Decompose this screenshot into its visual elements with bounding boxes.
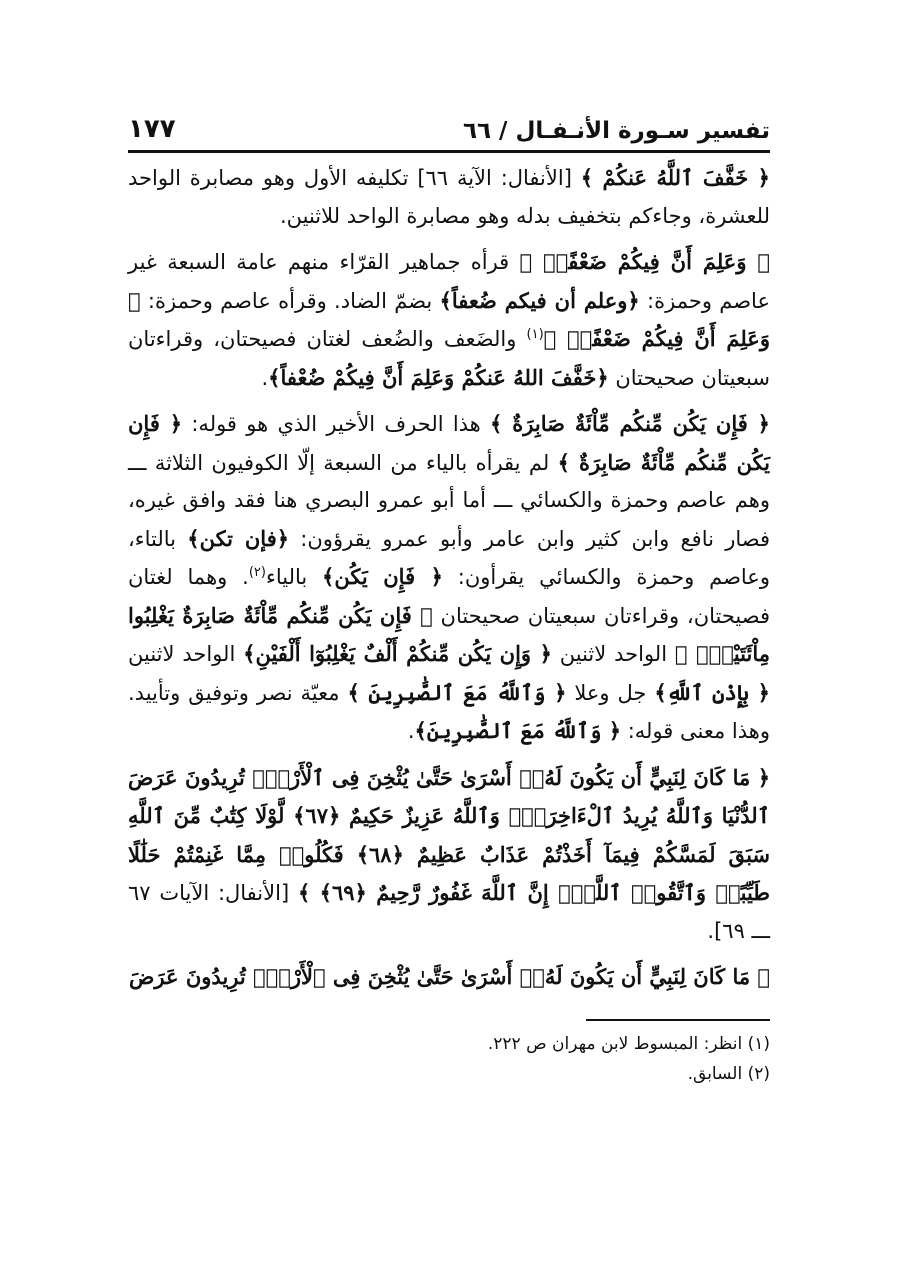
text-segment: قرأه جماهير القرّاء منهم عامة السبعة غير عاصم وحمزة: (128, 250, 770, 313)
text-segment: [الأنفال: الآيات ٦٧ ـــ ٦٩]. (128, 881, 770, 943)
quran-verse: ﴿ مَا كَانَ لِنَبِيٍّ أَن يَكُونَ لَهُۥٓ أَسْرَىٰ حَتَّىٰ يُثْخِنَ فِى ٱلْأَرْضِۚ تُرِيدُونَ عَرَضَ (129, 964, 770, 989)
footnote-separator (586, 1019, 770, 1021)
quran-verse: ﴿ بِإِذْنِ ٱللَّهِ﴾ (654, 679, 770, 705)
quran-verse: ﴿ وَإِن يَكُن مِّنكُمْ أَلْفٌ يَغْلِبُوٓا أَلْفَيْنِ﴾ (243, 641, 552, 666)
text-segment: . (407, 719, 415, 743)
paragraph (128, 243, 770, 397)
quran-verse: ﴿ وَعَلِمَ أَنَّ فِيكُمْ ضَعْفًاۚ ﴾ (128, 287, 770, 351)
text-segment: [الأنفال: الآية ٦٦] تكليفه الأول وهو مصابرة الواحد للعشرة، وجاءكم بتخفيف بدله وهو مصابرة الواحد للاثنين. (128, 166, 770, 228)
paragraph (128, 159, 770, 235)
text-segment: الواحد لاثنين (551, 642, 675, 666)
text-segment: بالياء (265, 565, 323, 589)
paragraph (128, 958, 770, 997)
paragraph (128, 759, 770, 951)
quran-verse: ﴿ وَٱللَّهُ مَعَ ٱلصَّٰبِرِينَ ﴾ (347, 679, 567, 705)
text-segment: لم يقرأه بالياء من السبعة إلّا الكوفيون الثلاثة ـــ وهم عاصم وحمزة والكسائي ـــ أما أبو عمرو البصري هنا فقد وافق غيره، فصار نافع وابن كثير وابن عامر وأبو عمرو يقرؤون: (128, 450, 770, 551)
quran-verse: ﴿ فَإِن يَكُن مِّنكُم مِّاْئَةٌ صَابِرَةٌ يَغْلِبُوا مِاْئَتَيْنِۚ ﴾ (128, 602, 770, 666)
quran-verse: ﴿خَفَّفَ اللهُ عَنكُمْ وَعَلِمَ أَنَّ فِيكُمْ ضُعْفاً﴾ (268, 364, 609, 390)
text-segment: . (261, 365, 269, 390)
text-segment: بضمّ الضاد. وقرأه عاصم وحمزة: (140, 288, 440, 313)
paragraph (128, 405, 770, 751)
running-header (128, 110, 770, 144)
body-text (128, 159, 770, 997)
footnote-marker: (١) (526, 327, 544, 342)
footnote-1: (١) انظر: المبسوط لابن مهران ص ٢٢٢. (487, 1033, 770, 1054)
text-segment: معيّة نصر وتوفيق وتأييد. وهذا معنى قوله: (128, 680, 770, 743)
text-segment: جل وعلا (566, 680, 655, 705)
quran-verse: ﴿ فَإِن يَكُن﴾ (322, 564, 443, 589)
page-number: ١٧٧ (128, 114, 176, 144)
quran-verse: ﴿ فَإِن يَكُن مِّنكُم مِّاْئَةٌ صَابِرَةٌ ﴾ (490, 411, 770, 436)
footnote-marker: (٢) (248, 565, 266, 580)
text-segment: هذا الحرف الأخير الذي هو قوله: (182, 412, 491, 436)
quran-verse: ﴿ مَا كَانَ لِنَبِيٍّ أَن يَكُونَ لَهُۥٓ أَسْرَىٰ حَتَّىٰ يُثْخِنَ فِى ٱلْأَرْضِۚ تُرِيدُونَ عَرَضَ ٱلدُّنْيَا وَٱللَّهُ يُرِيدُ ٱلْءَاخِرَةَۗ وَٱللَّهُ عَزِيزٌ حَكِيمٌ ﴿٦٧﴾ لَّوْلَا كِتَٰبٌ مِّنَ ٱللَّهِ سَبَقَ لَمَسَّكُمْ فِيمَآ أَخَذْتُمْ عَذَابٌ عَظِيمٌ ﴿٦٨﴾ فَكُلُوا۟ مِمَّا غَنِمْتُمْ حَلَٰلًا طَيِّبًاۚ وَٱتَّقُوا۟ ٱللَّهَۚ إِنَّ ٱللَّهَ غَفُورٌ رَّحِيمٌ ﴿٦٩﴾ ﴾ (128, 764, 771, 905)
header-rule (128, 150, 770, 153)
quran-verse: ﴿فإن تكن﴾ (187, 525, 290, 551)
quran-verse: ﴿ خَفَّفَ ٱللَّهُ عَنكُمْ ﴾ (580, 165, 770, 190)
quran-verse: ﴿ وَعَلِمَ أَنَّ فِيكُمْ ضَعْفًاۚ ﴾ (519, 249, 770, 274)
quran-verse: ﴿وعلم أن فيكم ضُعفاً﴾ (439, 287, 640, 313)
chapter-title: تفسير سـورة الأنـفـال / ٦٦ (462, 118, 770, 144)
quran-verse: ﴿ وَٱللَّهُ مَعَ ٱلصَّٰبِرِينَ﴾ (414, 718, 622, 743)
text-segment: بالتاء، وعاصم وحمزة والكسائي يقرأون: (128, 526, 770, 589)
footnote-2: (٢) السابق. (687, 1063, 770, 1084)
text-segment: والضَعف والضُعف لغتان فصيحتان، وقراءتان سبعيتان صحيحتان (128, 327, 770, 390)
text-segment: . وهما لغتان فصيحتان، وقراءتان سبعيتان صحيحتان (128, 565, 770, 628)
book-page (128, 110, 770, 1089)
text-segment: الواحد لاثنين (128, 642, 244, 666)
quran-verse: ﴿ فَإِن يَكُن مِّنكُم مِّاْئَةٌ صَابِرَةٌ ﴾ (128, 411, 770, 475)
